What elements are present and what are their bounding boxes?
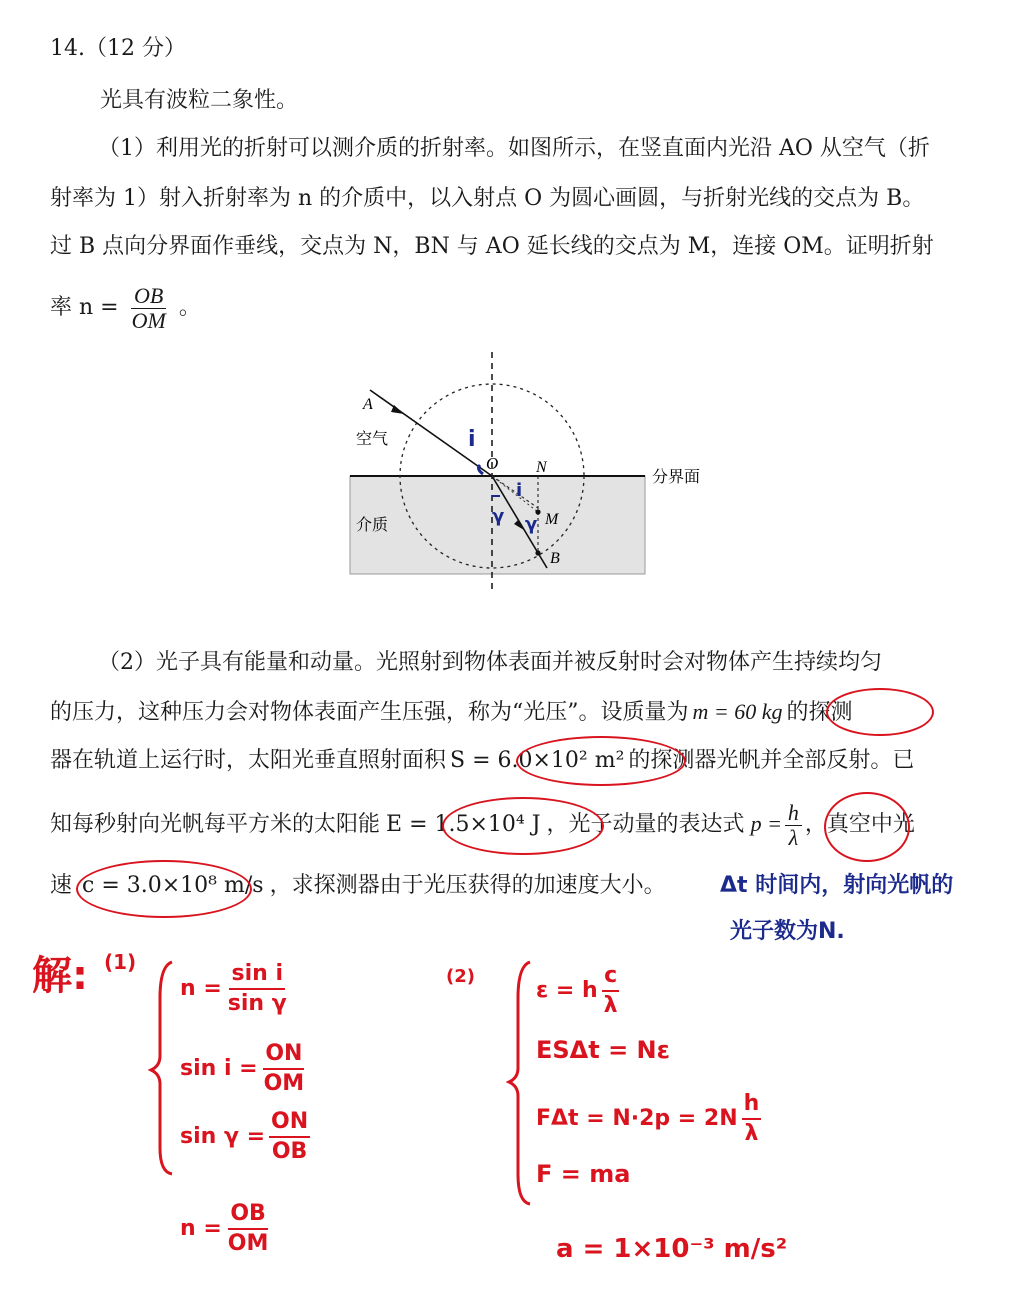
eq3 <box>180 1108 310 1166</box>
circle-mark-speed <box>76 860 252 918</box>
part2-line-3-tail: 的探测器光帆并全部反射。已 <box>628 748 915 773</box>
refraction-diagram <box>340 346 740 596</box>
eq1 <box>180 960 289 1018</box>
eq3-fraction <box>269 1108 310 1166</box>
part2-line-2-text: 的压力，这种压力会对物体表面产生压强，称为“光压”。设质量为 <box>50 700 689 725</box>
label-m: M <box>545 511 559 528</box>
part1-fraction <box>129 284 169 333</box>
eq4-left: ε = h <box>536 978 598 1003</box>
circle-mark-momentum <box>824 792 910 862</box>
part1-line-4 <box>50 278 201 338</box>
point-b <box>535 550 540 555</box>
result1-num: OB <box>228 1200 267 1230</box>
eq6-left: FΔt = N·2p = 2N <box>536 1106 738 1131</box>
label-n: N <box>536 459 547 476</box>
blue-note-line-2: 光子数为N. <box>730 919 845 944</box>
eq4-den: λ <box>603 993 618 1018</box>
brace-part2 <box>506 958 536 1208</box>
eq1-den: sin γ <box>227 991 287 1016</box>
given-energy: E = 1.5×10⁴ J <box>386 812 541 837</box>
label-interface: 分界面 <box>652 467 701 486</box>
momentum-denominator: λ <box>788 824 799 850</box>
result1-left: n = <box>180 1216 222 1241</box>
eq1-num: sin i <box>229 960 285 990</box>
eq4-fraction <box>602 962 620 1020</box>
eq2-fraction <box>262 1040 307 1098</box>
eq1-left: n = <box>180 976 222 1001</box>
eq7: F = ma <box>536 1160 631 1188</box>
label-b: B <box>550 550 560 567</box>
eq2 <box>180 1040 306 1098</box>
eq3-num: ON <box>269 1108 310 1138</box>
eq2-left: sin i = <box>180 1056 258 1081</box>
part1-formula-suffix: 。 <box>178 295 201 320</box>
eq6-num: h <box>742 1090 762 1120</box>
eq2-den: OM <box>263 1071 305 1096</box>
part2-solution-label: (2) <box>446 966 475 987</box>
momentum-formula-left: p = <box>750 811 782 836</box>
momentum-numerator: h <box>785 801 802 826</box>
eq3-left: sin γ = <box>180 1124 266 1149</box>
eq3-den: OB <box>271 1139 308 1164</box>
annot-i-mid: i <box>516 480 523 501</box>
circle-mark-area <box>516 736 686 786</box>
part2-line-3-text: 器在轨道上运行时，太阳光垂直照射面积 <box>50 748 447 773</box>
part2-line-5-tail: ，求探测器由于光压获得的加速度大小。 <box>269 873 666 898</box>
part2-line-5-text: 速 <box>50 873 73 898</box>
part1-formula-prefix: 率 n = <box>50 295 119 320</box>
problem-number: 14.（12 分） <box>50 36 186 61</box>
fraction-numerator: OB <box>131 284 166 309</box>
eq6-den: λ <box>744 1121 759 1146</box>
part2-line-4-mid: ，光子动量的表达式 <box>546 812 745 837</box>
eq5: ESΔt = Nε <box>536 1036 670 1064</box>
label-medium: 介质 <box>356 515 389 534</box>
part2-line-1: （2）光子具有能量和动量。光照射到物体表面并被反射时会对物体产生持续均匀 <box>98 650 882 675</box>
problem-intro: 光具有波粒二象性。 <box>100 88 299 113</box>
result2: a = 1×10⁻³ m/s² <box>556 1234 788 1264</box>
given-area: S = 6.0×10² m² <box>450 748 625 773</box>
label-o: O <box>486 454 499 473</box>
eq6-fraction <box>742 1090 762 1148</box>
part1-solution-label: (1) <box>104 950 137 974</box>
label-air: 空气 <box>356 429 389 448</box>
part2-line-3 <box>50 746 914 776</box>
eq2-num: ON <box>263 1040 304 1070</box>
blue-note-line-1: Δt 时间内，射向光帆的 <box>720 873 954 898</box>
circle-mark-energy <box>442 797 604 855</box>
part1-line-1: （1）利用光的折射可以测介质的折射率。如图所示，在竖直面内光沿 AO 从空气（折 <box>98 136 930 161</box>
annot-gamma-2: γ <box>525 514 538 535</box>
fraction-denominator: OM <box>131 307 166 333</box>
annot-i-top: i <box>468 427 476 452</box>
part2-line-2 <box>50 697 853 728</box>
eq4 <box>536 962 620 1020</box>
given-mass: m = 60 kg <box>692 699 783 724</box>
solution-label: 解: <box>32 953 88 999</box>
part1-line-3: 过 B 点向分界面作垂线，交点为 N，BN 与 AO 延长线的交点为 M，连接 OM。证明折射 <box>50 234 934 259</box>
part2-line-2-tail: 的探测 <box>786 700 853 725</box>
momentum-fraction <box>785 801 802 850</box>
result1-den: OM <box>227 1231 269 1256</box>
result1-fraction <box>226 1200 271 1258</box>
result1 <box>180 1200 270 1258</box>
annot-gamma-1: γ <box>492 506 505 527</box>
eq4-num: c <box>602 962 619 992</box>
eq1-fraction <box>226 960 289 1018</box>
part2-line-4-text: 知每秒射向光帆每平方米的太阳能 <box>50 812 381 837</box>
circle-mark-mass <box>826 688 934 736</box>
given-light-speed: c = 3.0×10⁸ m/s <box>82 873 264 898</box>
eq6 <box>536 1090 761 1148</box>
part2-line-4-tail: ，真空中光 <box>804 812 915 837</box>
label-a: A <box>363 396 373 413</box>
part1-line-2: 射率为 1）射入折射率为 n 的介质中，以入射点 O 为圆心画圆，与折射光线的交点为 B。 <box>50 186 925 211</box>
brace-part1 <box>148 958 178 1178</box>
